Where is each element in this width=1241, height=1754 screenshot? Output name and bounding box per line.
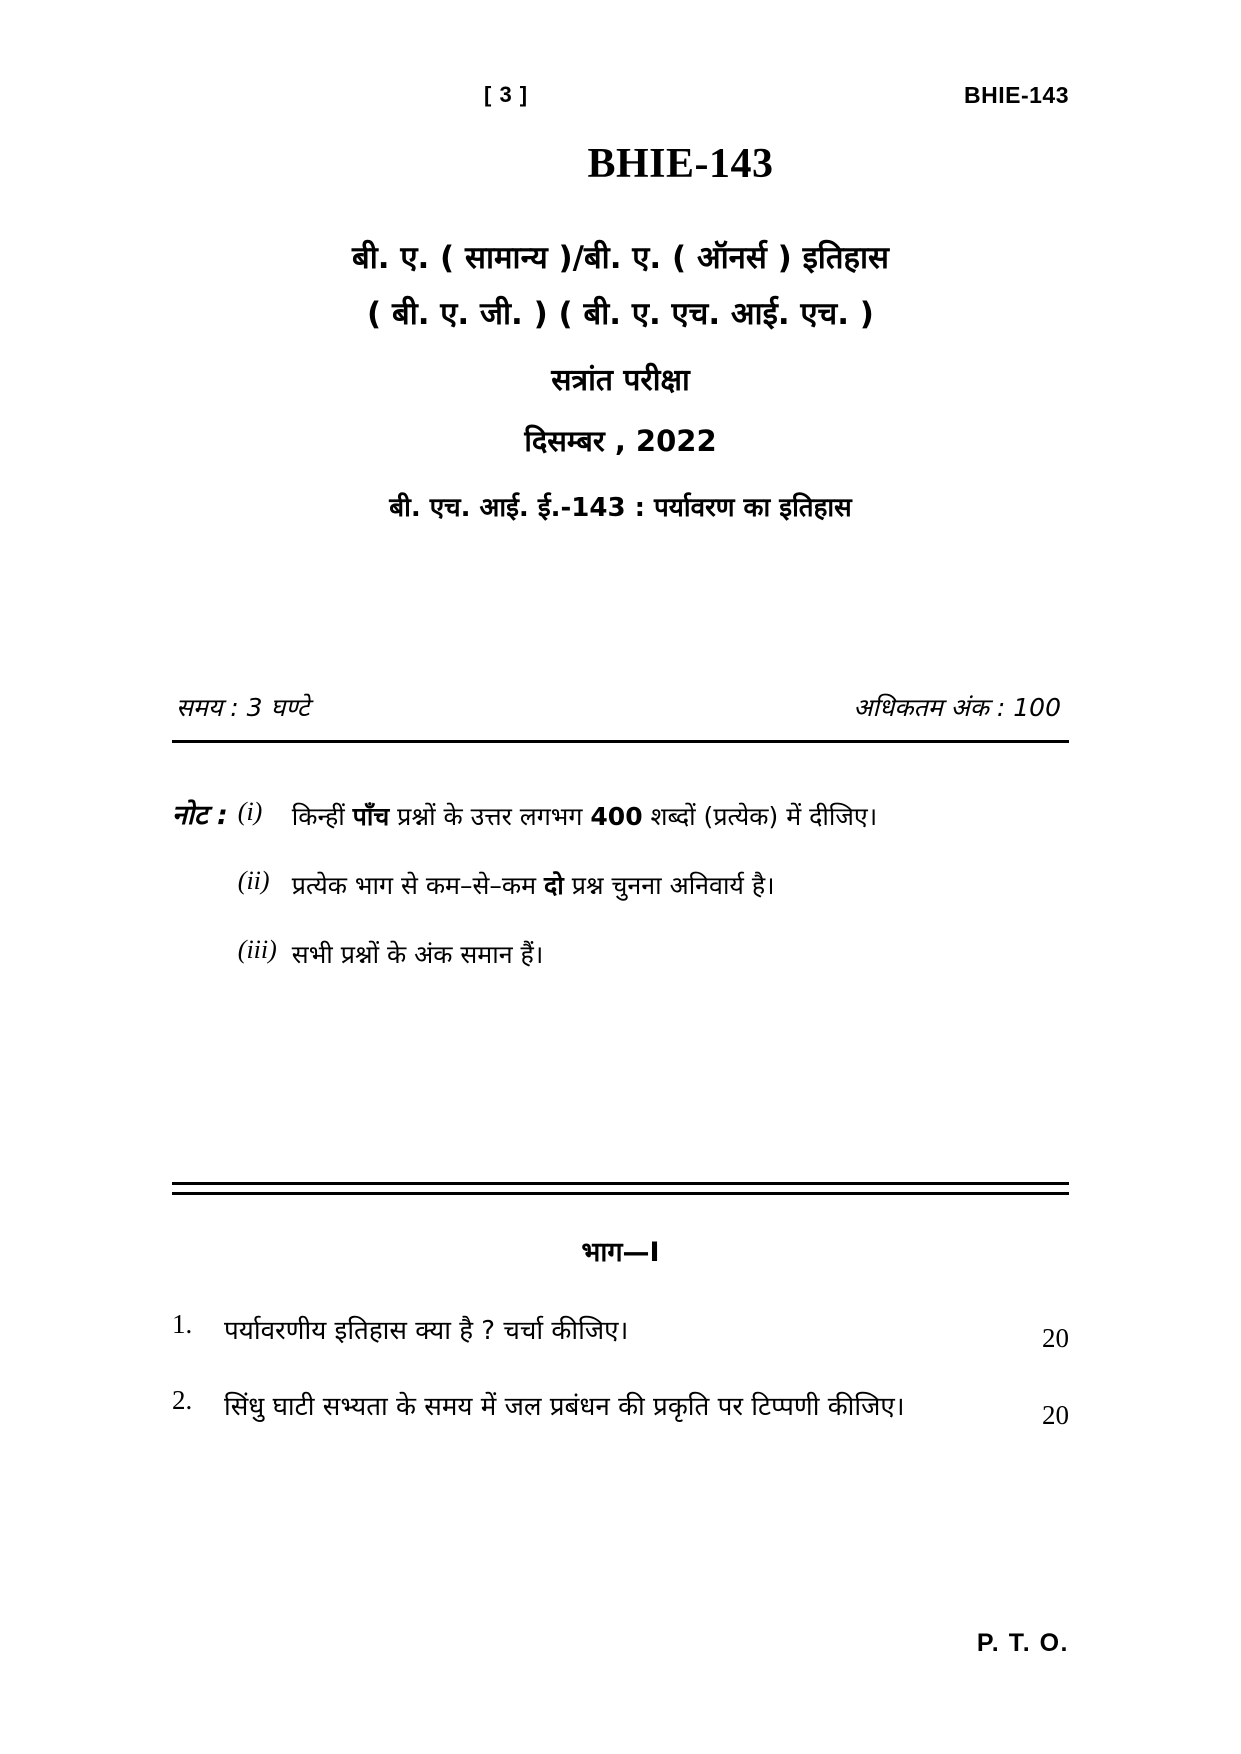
title-block [172, 140, 1069, 524]
note-item [238, 864, 1069, 907]
note-text [292, 933, 1069, 976]
degree-line-1: बी. ए. ( सामान्य )/बी. ए. ( ऑनर्स ) इतिहास [352, 240, 889, 276]
note-text-part: सभी प्रश्नों के अंक समान हैं। [291, 940, 544, 969]
question-text: सिंधु घाटी सभ्यता के समय में जल प्रबंधन की प्रकृति पर टिप्पणी कीजिए। [224, 1392, 905, 1423]
note-text-part: किन्हीं [291, 802, 353, 831]
note-text-emphasis: पाँच [352, 802, 390, 831]
note-item [238, 933, 1069, 976]
exam-max-marks: अधिकतम अंक : 100 [853, 693, 1061, 722]
question-body [224, 1308, 1069, 1354]
note-text-part: प्रश्न चुनना अनिवार्य है। [563, 871, 775, 900]
part-heading: भाग—I [581, 1237, 660, 1268]
exam-duration: समय : 3 घण्टे [176, 693, 310, 722]
note-text [292, 864, 1069, 907]
question-list [172, 1308, 1069, 1461]
question-marks: 20 [1042, 1399, 1069, 1430]
exam-date: दिसम्बर , 2022 [524, 424, 717, 459]
note-text-part: प्रत्येक भाग से कम–से–कम [291, 871, 544, 900]
question-text: पर्यावरणीय इतिहास क्या है ? चर्चा कीजिए। [224, 1316, 629, 1346]
note-item [238, 795, 1069, 838]
page-number: [ 3 ] [484, 82, 529, 107]
exam-name: सत्रांत परीक्षा [551, 363, 690, 399]
horizontal-rule-top [172, 740, 1069, 743]
header-course-code: BHIE-143 [964, 81, 1069, 108]
note-text-emphasis: 400 [590, 802, 643, 831]
horizontal-rule-double [172, 1182, 1069, 1195]
question-item [172, 1384, 1069, 1430]
note-marker: (i) [237, 797, 263, 826]
note-block [172, 795, 1069, 1002]
note-text-part: प्रश्नों के उत्तर लगभग [389, 802, 591, 831]
question-number: 1. [172, 1309, 193, 1339]
note-marker: (ii) [237, 866, 270, 895]
note-text [292, 795, 1069, 838]
paper-code: BHIE-143 [587, 141, 774, 187]
note-marker: (iii) [237, 935, 277, 964]
question-marks: 20 [1042, 1323, 1069, 1354]
question-number: 2. [172, 1385, 193, 1416]
note-text-part: शब्दों (प्रत्येक) में दीजिए। [642, 802, 878, 831]
note-label: नोट : [172, 800, 228, 831]
exam-meta-row [172, 690, 1069, 724]
page-turn-over-label: P. T. O. [976, 1629, 1069, 1657]
question-body [224, 1384, 1069, 1430]
course-title: बी. एच. आई. ई.-143 : पर्यावरण का इतिहास [389, 493, 852, 524]
note-text-emphasis: दो [544, 871, 564, 900]
question-item [172, 1308, 1069, 1354]
running-head [172, 78, 1069, 112]
degree-line-2: ( बी. ए. जी. ) ( बी. ए. एच. आई. एच. ) [367, 296, 874, 333]
note-item-list [238, 795, 1069, 1002]
